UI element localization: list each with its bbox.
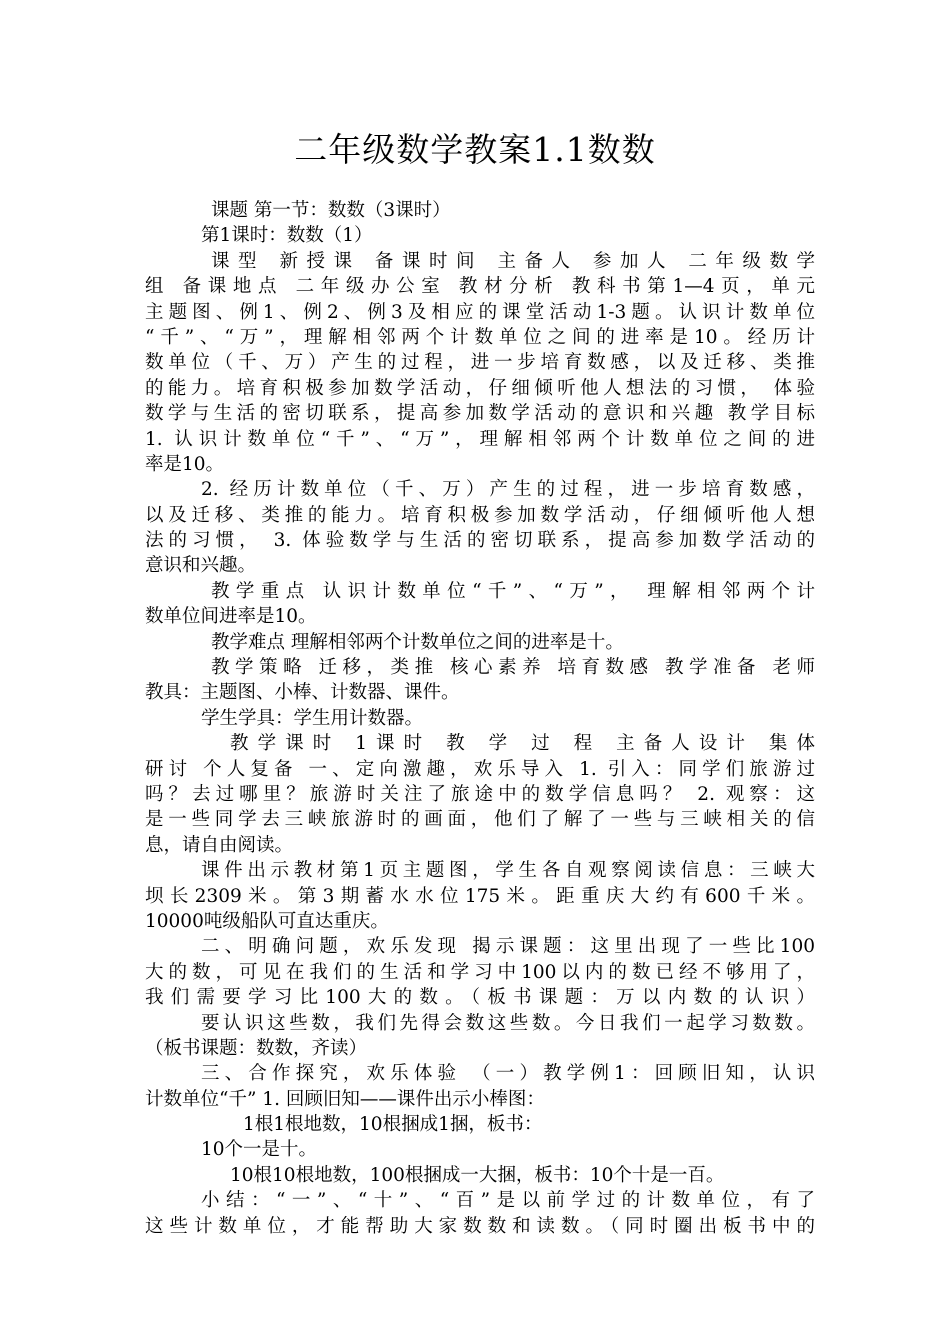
text-line: 法的习惯， 3. 体验数学与生活的密切联系，提高参加数学活动的 [145, 530, 815, 552]
text-line: 第1课时：数数（1） [201, 225, 373, 247]
text-line: 要认识这些数，我们先得会数这些数。今日我们一起学习数数。 [201, 1012, 815, 1034]
text-line: （板书课题：数数，齐读） [145, 1037, 368, 1059]
text-line: 10根10根地数，100根捆成一大捆，板书：10个十是一百。 [230, 1164, 725, 1186]
text-line: 课题 第一节：数数（3课时） [211, 200, 451, 221]
text-line: 意识和兴趣。 [145, 555, 257, 577]
text-line: 坝长2309米。第3期蓄水水位175米。距重庆大约有600千米。 [145, 885, 815, 907]
text-line: 组 备课地点 二年级办公室 教材分析 教科书第1—4页，单元 [145, 276, 815, 298]
text-line: 以及迁移、类推的能力。培育积极参加数学活动，仔细倾听他人想 [145, 504, 815, 526]
text-line: 是一些同学去三峡旅游时的画面，他们了解了一些与三峡相关的信 [145, 809, 815, 831]
text-line: 1. 认识计数单位“千”、“万”，理解相邻两个计数单位之间的进 [145, 428, 815, 450]
text-line: 主题图、例1、例2、例3及相应的课堂活动1-3题。认识计数单位 [145, 301, 815, 323]
text-line: 息，请自由阅读。 [145, 834, 294, 856]
text-line: 课型 新授课 备课时间 主备人 参加人 二年级数学 [211, 250, 815, 272]
text-line: 计数单位“千” 1. 回顾旧知——课件出示小棒图： [145, 1088, 545, 1110]
text-line: 1根1根地数，10根捆成1捆，板书： [243, 1114, 543, 1136]
text-line: 10个一是十。 [201, 1139, 318, 1161]
text-line: 教具：主题图、小棒、计数器、课件。 [145, 682, 460, 704]
text-line: 二、明确问题，欢乐发现 揭示课题：这里出现了一些比100 [201, 936, 815, 958]
text-line: 10000吨级船队可直达重庆。 [145, 910, 389, 932]
document-body [145, 198, 815, 1239]
text-line: 大的数，可见在我们的生活和学习中100以内的数已经不够用了， [145, 961, 815, 983]
text-line: 学生学具：学生用计数器。 [201, 707, 424, 729]
text-line: 教学难点 理解相邻两个计数单位之间的进率是十。 [211, 631, 624, 653]
text-line: 数学与生活的密切联系，提高参加数学活动的意识和兴趣 教学目标 [145, 403, 815, 425]
text-line: 2. 经历计数单位（千、万）产生的过程，进一步培育数感， [201, 479, 815, 501]
document-title: 二年级数学教案1.1数数 [294, 130, 656, 169]
text-line: 数单位间进率是10。 [145, 606, 317, 628]
text-line: 率是10。 [145, 453, 225, 475]
text-line: 吗？去过哪里？旅游时关注了旅途中的数学信息吗？ 2. 观察：这 [145, 783, 815, 805]
text-line: 数单位（千、万）产生的过程，进一步培育数感，以及迁移、类推 [145, 352, 815, 374]
text-line: 小结：“一”、“十”、“百”是以前学过的计数单位，有了 [201, 1190, 815, 1212]
text-line: 三、合作探究，欢乐体验 （一）教学例1：回顾旧知，认识 [201, 1063, 815, 1085]
text-line: 我们需要学习比100大的数。（板书课题：万以内数的认识） [145, 987, 815, 1009]
text-line: “千”、“万”，理解相邻两个计数单位之间的进率是10。经历计 [145, 326, 815, 348]
text-line: 教学课时 1课时 教 学 过 程 主备人设计 集体 [230, 733, 815, 755]
text-line: 教学策略 迁移，类推 核心素养 培育数感 教学准备 老师 [211, 657, 815, 679]
text-line: 教学重点 认识计数单位“千”、“万”， 理解相邻两个计 [211, 580, 815, 602]
text-line: 这些计数单位，才能帮助大家数数和读数。（同时圈出板书中的 [145, 1215, 815, 1237]
text-line: 课件出示教材第1页主题图，学生各自观察阅读信息：三峡大 [201, 860, 815, 882]
text-line: 研讨 个人复备 一、定向激趣，欢乐导入 1. 引入：同学们旅游过 [145, 758, 815, 780]
text-line: 的能力。培育积极参加数学活动，仔细倾听他人想法的习惯， 体验 [145, 377, 815, 399]
